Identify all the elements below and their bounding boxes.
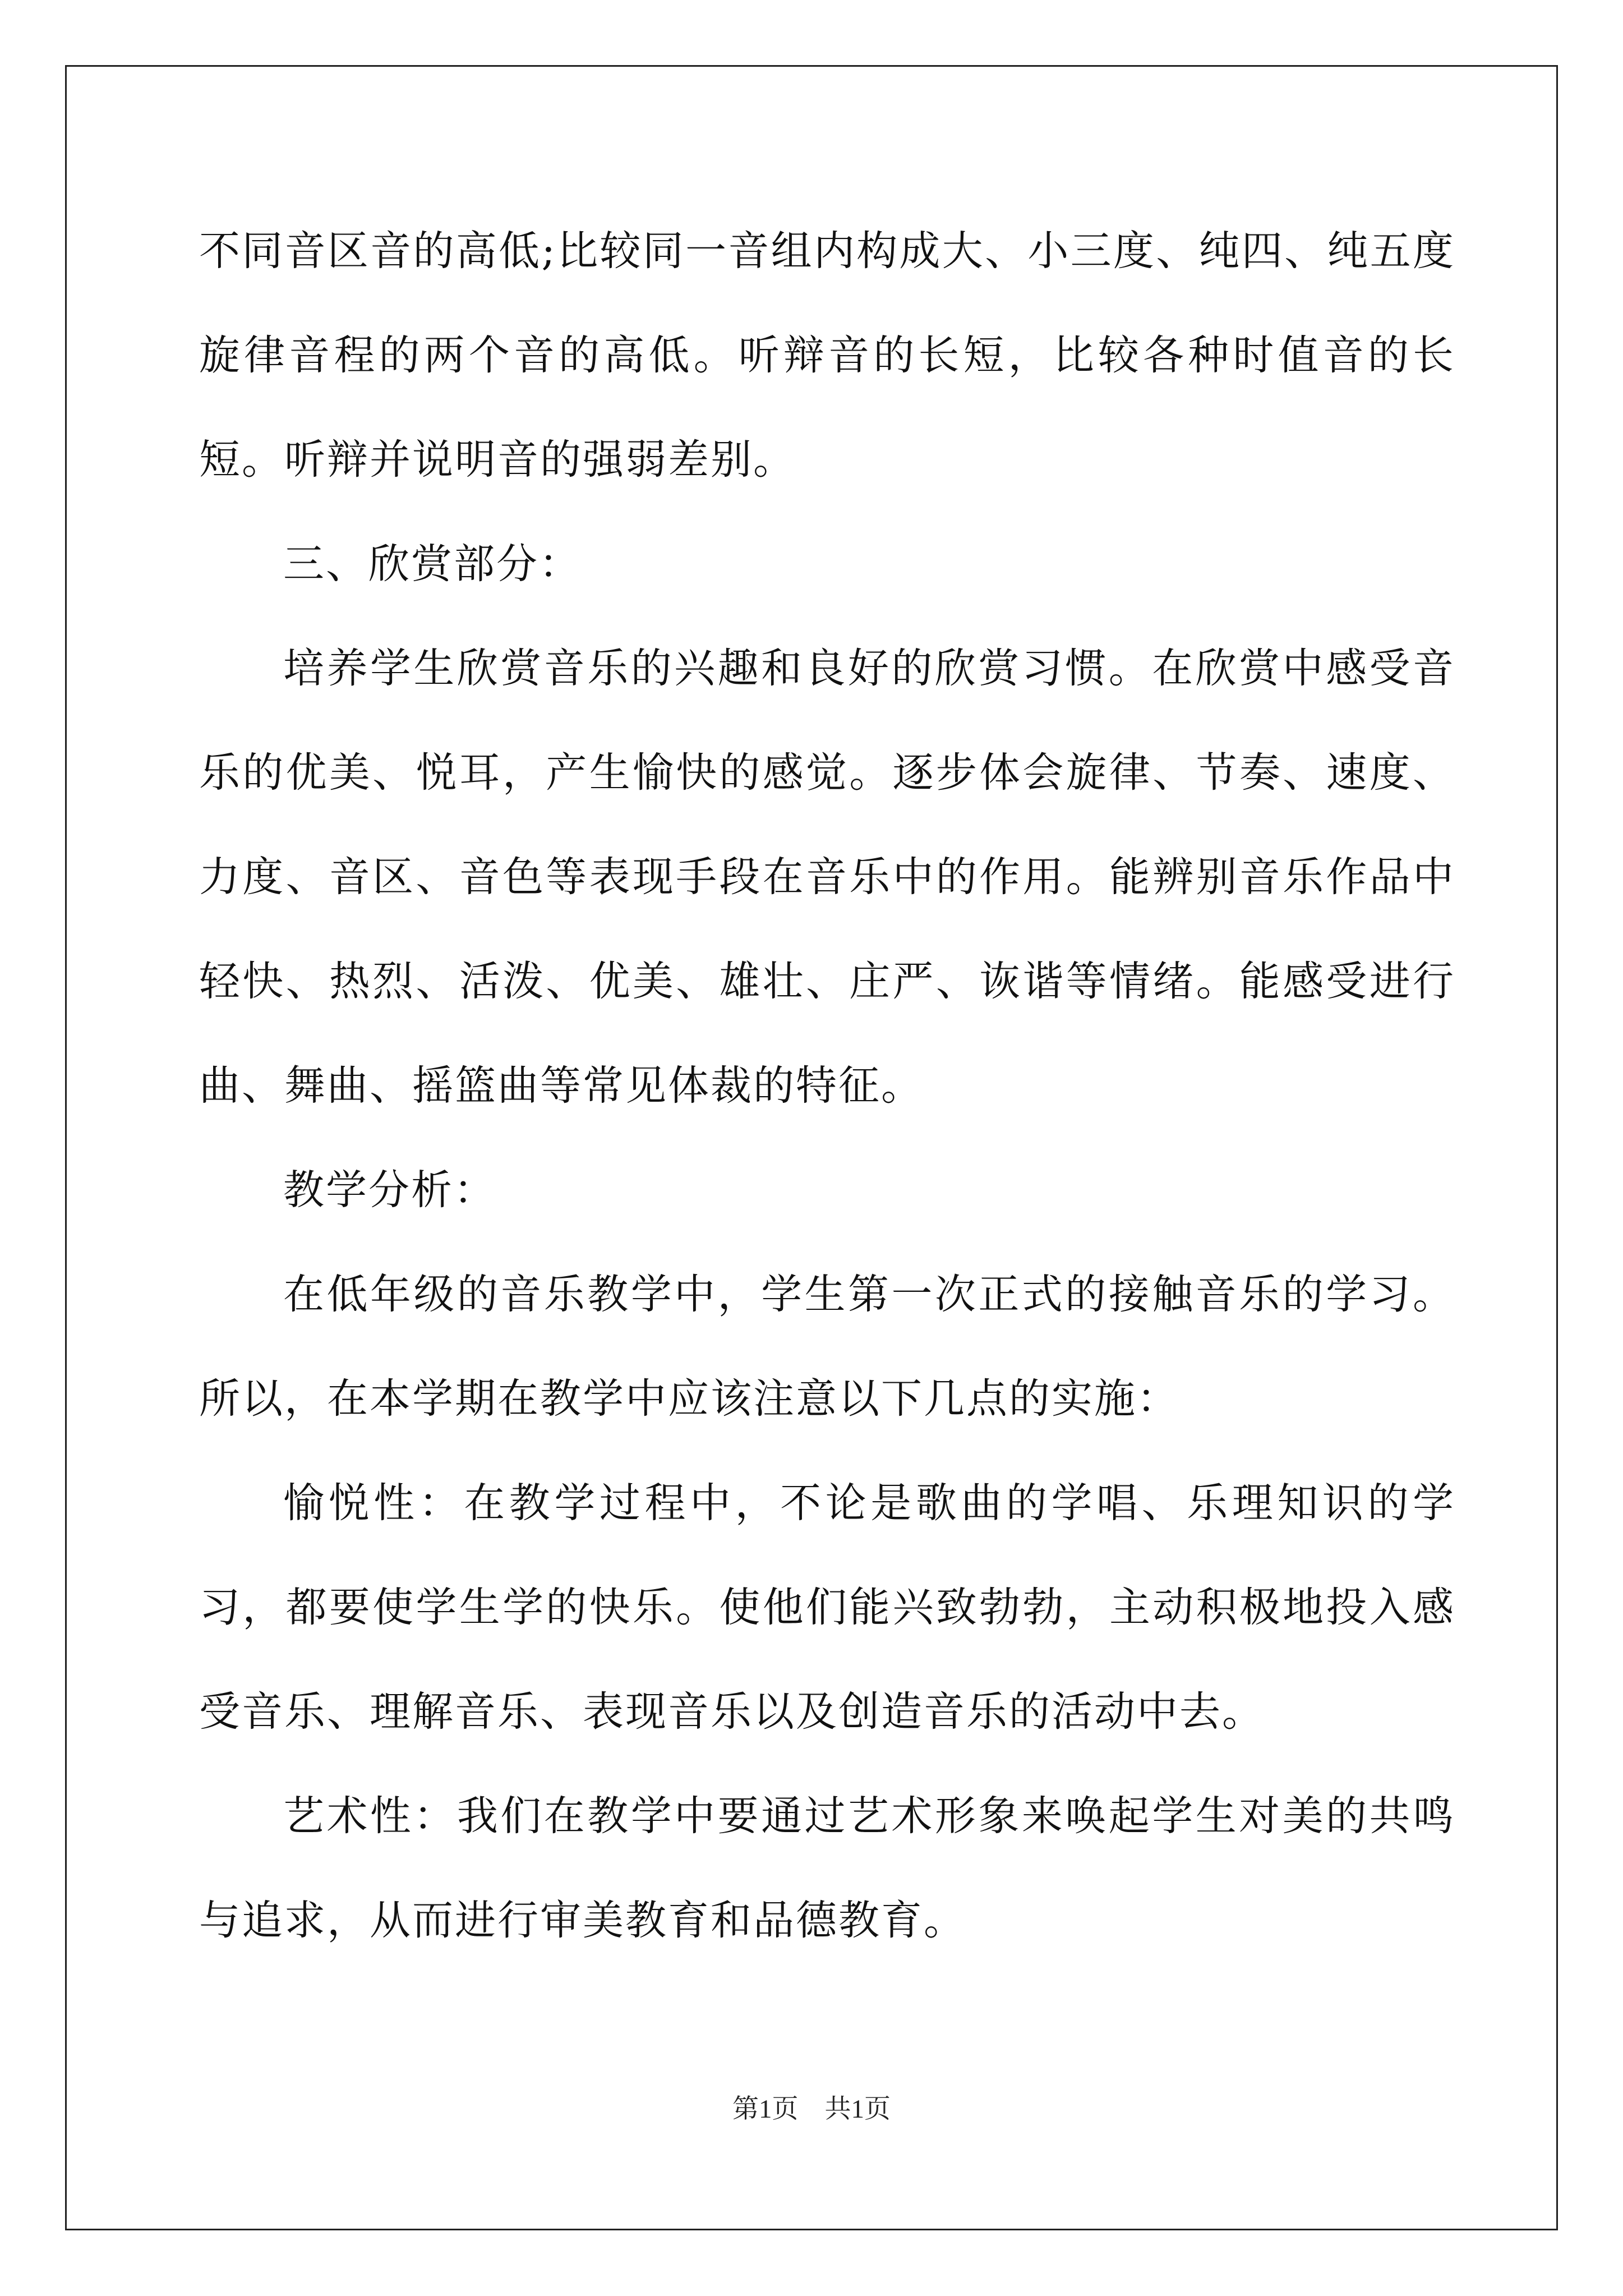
document-body (199, 199, 1455, 1973)
paragraph-artistry: 艺术性：我们在教学中要通过艺术形象来唤起学生对美的共鸣与追求，从而进行审美教育和品德教育。 (199, 1792, 1455, 1944)
paragraph-teaching-analysis: 在低年级的音乐教学中，学生第一次正式的接触音乐的学习。所以，在本学期在教学中应该注意以下几点的实施： (199, 1271, 1455, 1423)
page-number-footer: 第1页 共1页 (732, 2095, 891, 2124)
paragraph-1: 不同音区音的高低;比较同一音组内构成大、小三度、纯四、纯五度旋律音程的两个音的高低。听辩音的长短，比较各种时值音的长短。听辩并说明音的强弱差别。 (199, 227, 1455, 484)
paragraph-appreciation: 培养学生欣赏音乐的兴趣和良好的欣赏习惯。在欣赏中感受音乐的优美、悦耳，产生愉快的感觉。逐步体会旋律、节奏、速度、力度、音区、音色等表现手段在音乐中的作用。能辨别音乐作品中轻快、热烈、活泼、优美、雄壮、庄严、诙谐等情绪。能感受进行曲、舞曲、摇篮曲等常见体裁的特征。 (199, 645, 1455, 1110)
paragraph-enjoyment: 愉悦性：在教学过程中，不论是歌曲的学唱、乐理知识的学习，都要使学生学的快乐。使他们能兴致勃勃，主动积极地投入感受音乐、理解音乐、表现音乐以及创造音乐的活动中去。 (199, 1479, 1455, 1736)
section-heading-teaching-analysis: 教学分析： (283, 1166, 496, 1214)
section-heading-appreciation: 三、欣赏部分： (283, 540, 582, 588)
